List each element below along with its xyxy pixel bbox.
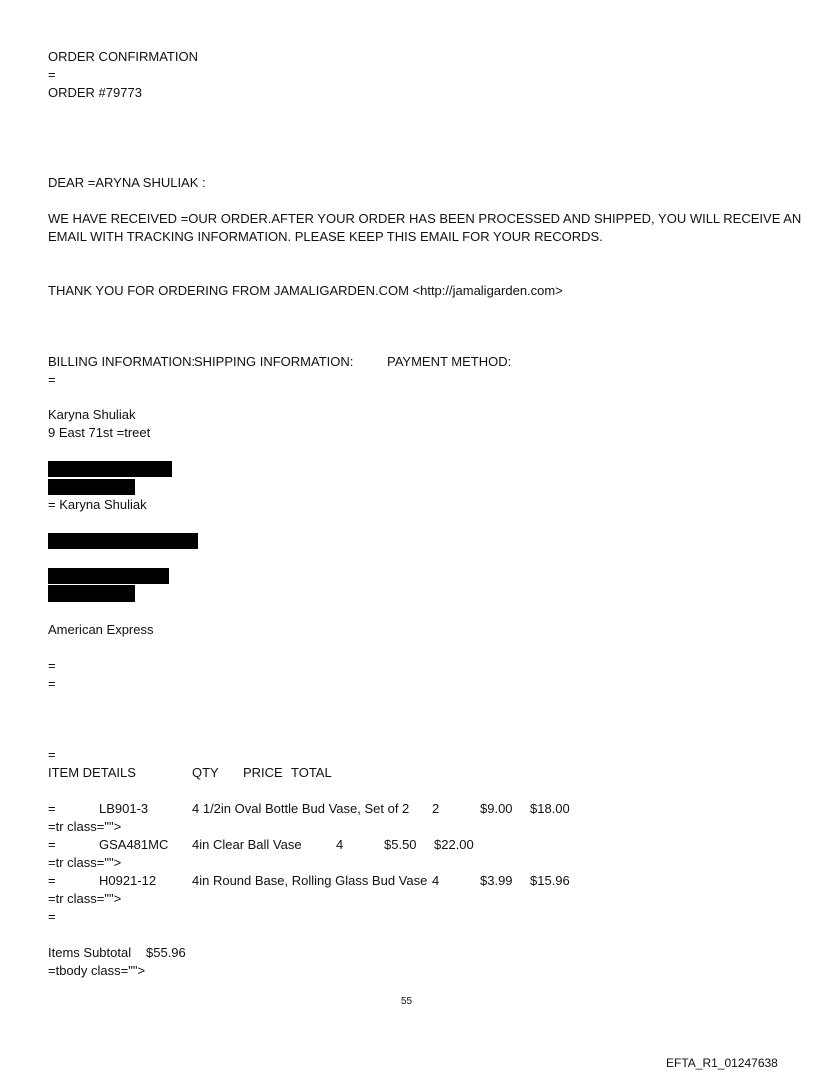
- item-name: 4in Clear Ball Vase: [192, 837, 302, 852]
- items-header-total: TOTAL: [291, 765, 332, 780]
- item-name: 4in Round Base, Rolling Glass Bud Vase: [192, 873, 428, 888]
- billing-address: 9 East 71st =treet: [48, 425, 151, 440]
- separator-eq: =: [48, 658, 56, 673]
- item-total: $22.00: [434, 837, 474, 852]
- shipping-name: = Karyna Shuliak: [48, 497, 147, 512]
- item-sku: GSA481MC: [99, 837, 169, 852]
- page-number: 55: [401, 996, 413, 1007]
- payment-method: American Express: [48, 622, 154, 637]
- item-qty: 4: [432, 873, 440, 888]
- message-line-1: WE HAVE RECEIVED =OUR ORDER.AFTER YOUR ORDER HAS BEEN PROCESSED AND SHIPPED, YOU WILL RECEIVE AN: [48, 211, 802, 226]
- items-header-price: PRICE: [243, 765, 283, 780]
- payment-header: PAYMENT METHOD:: [387, 354, 512, 369]
- item-trailer: =tr class="">: [48, 855, 122, 870]
- item-total: $15.96: [530, 873, 570, 888]
- doc-title: ORDER CONFIRMATION: [48, 49, 198, 64]
- item-qty: 4: [336, 837, 344, 852]
- items-header-qty: QTY: [192, 765, 219, 780]
- item-trailer: =tr class="">: [48, 891, 122, 906]
- items-header-details: ITEM DETAILS: [48, 765, 136, 780]
- billing-header: BILLING INFORMATION:: [48, 354, 196, 369]
- item-prefix: =: [48, 873, 56, 888]
- redaction-block: [48, 585, 135, 602]
- redaction-block: [48, 568, 169, 584]
- separator-eq: =: [48, 372, 56, 387]
- redaction-block: [48, 479, 135, 495]
- redaction-block: [48, 461, 172, 477]
- message-line-2: EMAIL WITH TRACKING INFORMATION. PLEASE KEEP THIS EMAIL FOR YOUR RECORDS.: [48, 229, 603, 244]
- separator-eq: =: [48, 676, 56, 691]
- billing-name: Karyna Shuliak: [48, 407, 136, 422]
- order-number: ORDER #79773: [48, 85, 142, 100]
- item-price: $9.00: [480, 801, 513, 816]
- separator-eq: =: [48, 909, 56, 924]
- subtotal-label: Items Subtotal: [48, 945, 132, 960]
- item-total: $18.00: [530, 801, 570, 816]
- bates-id: EFTA_R1_01247638: [666, 1056, 778, 1070]
- greeting: DEAR =ARYNA SHULIAK :: [48, 175, 206, 190]
- subtotal-value: $55.96: [146, 945, 186, 960]
- thanks-line: THANK YOU FOR ORDERING FROM JAMALIGARDEN.COM <http://jamaligarden.com>: [48, 283, 563, 298]
- item-prefix: =: [48, 837, 56, 852]
- item-price: $5.50: [384, 837, 417, 852]
- item-qty: 2: [432, 801, 440, 816]
- item-sku: LB901-3: [99, 801, 149, 816]
- redaction-block: [48, 533, 198, 549]
- item-prefix: =: [48, 801, 56, 816]
- subtotal-trailer: =tbody class="">: [48, 963, 146, 978]
- item-price: $3.99: [480, 873, 513, 888]
- item-name: 4 1/2in Oval Bottle Bud Vase, Set of 2: [192, 801, 410, 816]
- item-trailer: =tr class="">: [48, 819, 122, 834]
- shipping-header: SHIPPING INFORMATION:: [194, 354, 354, 369]
- item-sku: H0921-12: [99, 873, 157, 888]
- separator-eq: =: [48, 747, 56, 762]
- separator-eq: =: [48, 67, 56, 82]
